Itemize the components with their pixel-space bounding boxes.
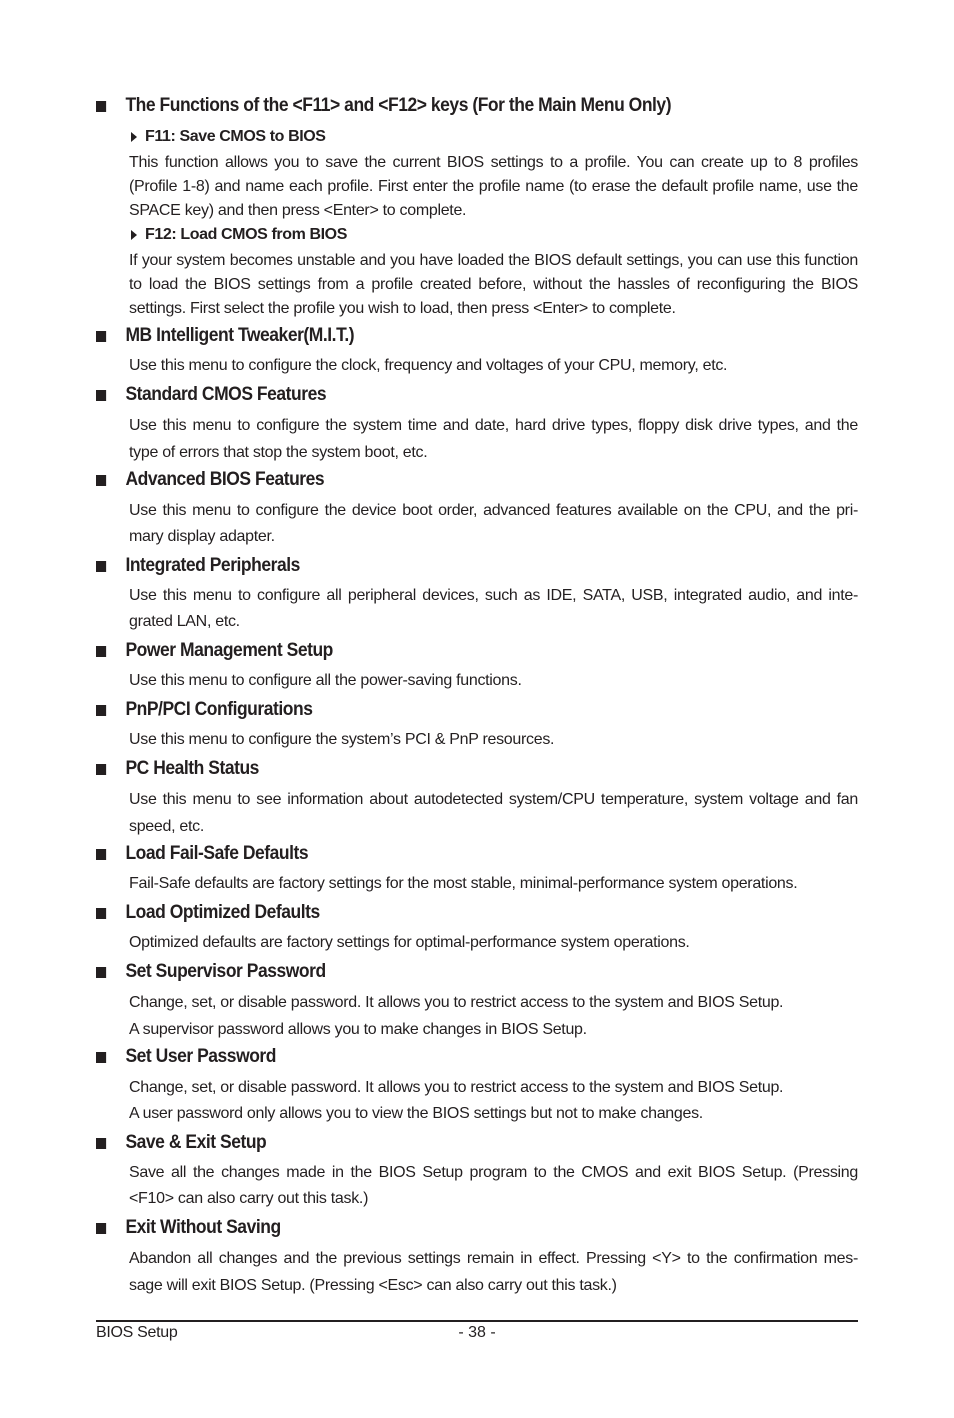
section-title: Load Optimized Defaults [125, 902, 320, 923]
description-line: <F10> can also carry out this task.) [129, 1190, 369, 1207]
section-description [129, 1245, 858, 1299]
square-bullet-icon [96, 1052, 106, 1063]
section-user-password [96, 1044, 858, 1127]
square-bullet-icon [96, 331, 106, 342]
f12-line-2: function to load the BIOS settings from a profile created before, without the hassles of reconfiguring the [129, 252, 858, 293]
description-line: A user password only allows you to view the BIOS settings but not to make changes. [129, 1105, 703, 1122]
square-bullet-icon [96, 101, 106, 112]
section-title: Exit Without Saving [125, 1217, 281, 1238]
section-title: Save & Exit Setup [125, 1132, 267, 1153]
f12-line-3: BIOS settings. First select the profile you wish to load, then press <Enter> to complete. [129, 276, 858, 317]
section-heading [96, 553, 797, 579]
description-line: Change, set, or disable password. It allows you to restrict access to the system and BIOS Setup. [129, 1079, 784, 1096]
description-line: mary display adapter. [129, 528, 275, 545]
square-bullet-icon [96, 849, 106, 860]
section-power-management [96, 638, 858, 693]
square-bullet-icon [96, 1223, 106, 1234]
description-line: type of errors that stop the system boot, etc. [129, 444, 428, 461]
description-line: Change, set, or disable password. It allows you to restrict access to the system and BIOS Setup. [129, 994, 784, 1011]
square-bullet-icon [96, 908, 106, 919]
footer-page-number: - 38 - [458, 1324, 496, 1341]
section-standard-cmos [96, 382, 858, 466]
section-advanced-bios [96, 467, 858, 550]
f11-line-3: the SPACE key) and then press <Enter> to complete. [129, 178, 858, 219]
description-line: grated LAN, etc. [129, 613, 240, 630]
section-heading [96, 959, 797, 985]
section-heading [96, 1130, 797, 1156]
section-heading [96, 467, 797, 493]
section-description [129, 872, 858, 896]
section-supervisor-password [96, 959, 858, 1043]
square-bullet-icon [96, 764, 106, 775]
f-keys-heading-text: The Functions of the <F11> and <F12> keys (For the Main Menu Only) [125, 95, 672, 116]
section-pnp-pci [96, 697, 858, 752]
f12-title: F12: Load CMOS from BIOS [145, 226, 347, 243]
section-description [129, 354, 858, 378]
section-description [129, 1075, 858, 1127]
section-heading [96, 638, 797, 664]
section-heading [96, 382, 797, 408]
f12-line-1: If your system becomes unstable and you have loaded the BIOS default settings, you can use this [129, 252, 800, 269]
square-bullet-icon [96, 646, 106, 657]
description-line: Use this menu to configure all peripheral devices, such as IDE, SATA, USB, integrated audio, and inte- [129, 587, 858, 604]
section-save-exit [96, 1130, 858, 1212]
footer-divider [96, 1320, 858, 1322]
section-pc-health [96, 756, 858, 840]
footer-chapter-label: BIOS Setup [96, 1324, 178, 1341]
f11-line-2: (Profile 1-8) and name each profile. First enter the profile name (to erase the default profile name, use [129, 178, 832, 195]
square-bullet-icon [96, 561, 106, 572]
section-title: Integrated Peripherals [125, 555, 300, 576]
f12-description [129, 249, 858, 321]
section-heading [96, 1215, 797, 1241]
f11-title: F11: Save CMOS to BIOS [145, 128, 326, 145]
section-title: Standard CMOS Features [125, 384, 327, 405]
section-description [129, 728, 858, 752]
description-line: Fail-Safe defaults are factory settings for the most stable, minimal-performance system operations. [129, 875, 798, 892]
section-optimized [96, 900, 858, 955]
description-line: speed, etc. [129, 818, 204, 835]
section-heading [96, 841, 797, 867]
description-line: Abandon all changes and the previous settings remain in effect. Pressing <Y> to the confirmation mes- [129, 1250, 858, 1267]
section-heading [96, 756, 797, 782]
description-line: sage will exit BIOS Setup. (Pressing <Esc> can also carry out this task.) [129, 1277, 617, 1294]
section-description [129, 583, 858, 635]
section-description [129, 669, 858, 693]
square-bullet-icon [96, 967, 106, 978]
section-title: Advanced BIOS Features [125, 469, 325, 490]
section-title: PnP/PCI Configurations [125, 699, 313, 720]
description-line: Use this menu to configure the device boot order, advanced features available on the CPU, and the pri- [129, 502, 858, 519]
f-keys-heading [96, 93, 797, 119]
description-line: Use this menu to configure the system’s PCI & PnP resources. [129, 731, 555, 748]
section-mit [96, 323, 858, 378]
f11-description [129, 151, 858, 223]
section-description [129, 931, 858, 955]
f11-subheading [129, 126, 858, 148]
section-description [129, 498, 858, 550]
triangle-bullet-icon [131, 230, 137, 240]
section-title: MB Intelligent Tweaker(M.I.T.) [125, 325, 355, 346]
square-bullet-icon [96, 705, 106, 716]
f12-subheading [129, 224, 858, 246]
description-line: Use this menu to configure all the power-saving functions. [129, 672, 522, 689]
section-title: PC Health Status [125, 758, 259, 779]
square-bullet-icon [96, 390, 106, 401]
f11-line-1: This function allows you to save the current BIOS settings to a profile. You can create up to 8 profiles [129, 154, 858, 171]
section-integrated-peripherals [96, 553, 858, 635]
section-description [129, 1160, 858, 1212]
description-line: Optimized defaults are factory settings for optimal-performance system operations. [129, 934, 690, 951]
section-heading [96, 900, 797, 926]
section-title: Power Management Setup [125, 640, 333, 661]
section-description [129, 412, 858, 466]
section-exit-without-saving [96, 1215, 858, 1299]
triangle-bullet-icon [131, 132, 137, 142]
section-heading [96, 323, 797, 349]
square-bullet-icon [96, 475, 106, 486]
section-heading [96, 697, 797, 723]
section-title: Set Supervisor Password [125, 961, 326, 982]
section-heading [96, 1044, 797, 1070]
description-line: Save all the changes made in the BIOS Setup program to the CMOS and exit BIOS Setup. (Pressing [129, 1164, 858, 1181]
description-line: A supervisor password allows you to make changes in BIOS Setup. [129, 1021, 587, 1038]
section-fail-safe [96, 841, 858, 896]
section-description [129, 786, 858, 840]
section-title: Load Fail-Safe Defaults [125, 843, 309, 864]
description-line: Use this menu to configure the system time and date, hard drive types, floppy disk drive types, and the [129, 417, 858, 434]
f-keys-section [96, 93, 858, 321]
description-line: Use this menu to configure the clock, frequency and voltages of your CPU, memory, etc. [129, 357, 728, 374]
square-bullet-icon [96, 1138, 106, 1149]
section-title: Set User Password [125, 1046, 276, 1067]
section-description [129, 989, 858, 1043]
description-line: Use this menu to see information about autodetected system/CPU temperature, system voltage and fan [129, 791, 858, 808]
